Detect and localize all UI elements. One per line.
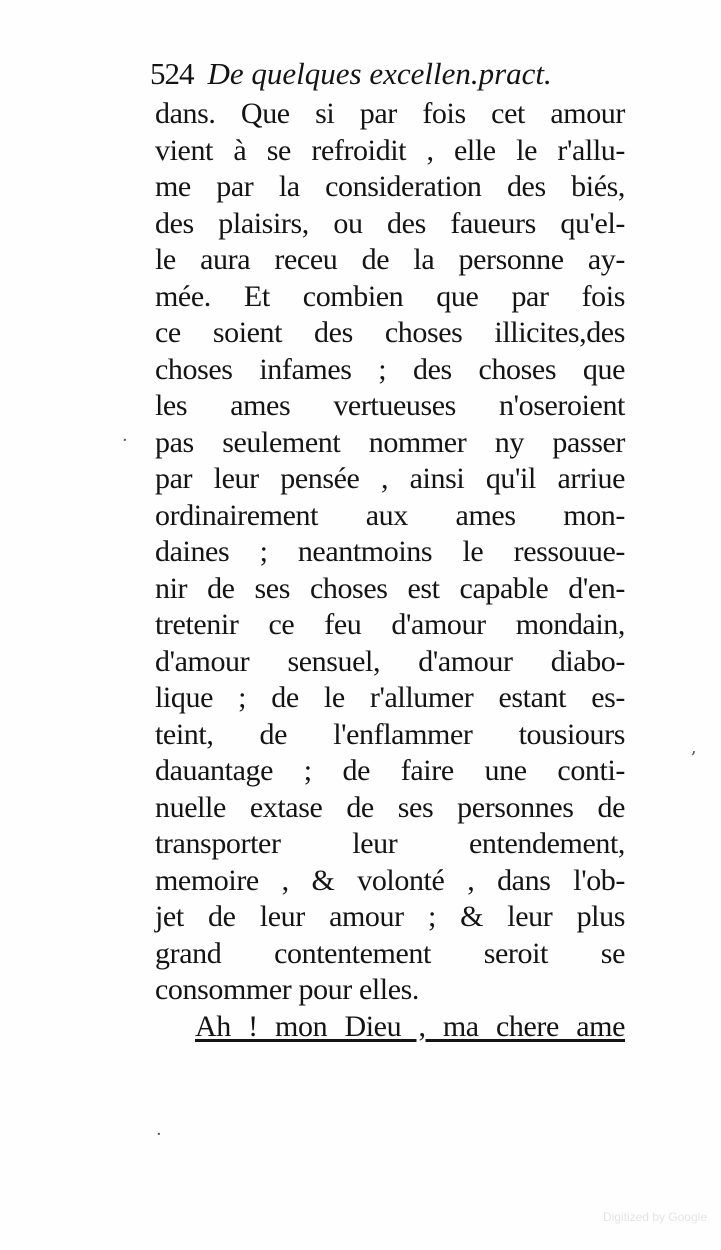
text-line: nuelle extase de ses personnes de bbox=[155, 790, 625, 824]
catchword-line: Ah ! mon Dieu , ma chere ame bbox=[195, 1009, 625, 1043]
text-line: dans. Que si par fois cet amour bbox=[155, 97, 625, 130]
running-title: De quelques excellen.pract. bbox=[207, 56, 552, 91]
text-line: pas seulement nommer ny passer bbox=[155, 425, 625, 459]
text-line: mée. Et combien que par fois bbox=[155, 279, 625, 313]
text-line: transporter leur entendement, bbox=[155, 827, 625, 860]
margin-tick: ʼ bbox=[690, 748, 696, 769]
text-line: tretenir ce feu d'amour mondain, bbox=[155, 608, 625, 641]
text-line: grand contentement seroit se bbox=[155, 936, 625, 970]
text-line: d'amour sensuel, d'amour diabo- bbox=[155, 644, 625, 678]
margin-dot: · bbox=[156, 1124, 162, 1145]
text-line: ordinairement aux ames mon- bbox=[155, 498, 625, 532]
page-number: 524 bbox=[150, 56, 194, 91]
text-line: des plaisirs, ou des faueurs qu'el- bbox=[155, 206, 625, 240]
text-line: ce soient des choses illicites,des bbox=[155, 316, 625, 349]
text-line: daines ; neantmoins le ressouue- bbox=[155, 535, 625, 568]
text-line: vient à se refroidit , elle le r'allu- bbox=[155, 133, 625, 167]
text-line: consommer pour elles. bbox=[155, 973, 420, 1006]
text-line: lique ; de le r'allumer estant es- bbox=[155, 681, 625, 714]
text-line: les ames vertueuses n'oseroient bbox=[155, 389, 625, 422]
text-line: nir de ses choses est capable d'en- bbox=[155, 571, 625, 605]
text-line: teint, de l'enflammer tousiours bbox=[155, 717, 625, 751]
margin-dot: · bbox=[122, 430, 128, 451]
text-line: me par la consideration des biés, bbox=[155, 170, 625, 203]
text-line: jet de leur amour ; & leur plus bbox=[155, 900, 625, 933]
text-line: choses infames ; des choses que bbox=[155, 352, 625, 386]
text-line: par leur pensée , ainsi qu'il arriue bbox=[155, 462, 625, 495]
page-header bbox=[150, 52, 630, 96]
text-line: le aura receu de la personne ay- bbox=[155, 243, 625, 276]
text-line: dauantage ; de faire une conti- bbox=[155, 754, 625, 787]
scan-watermark: Digitized by Google bbox=[602, 1210, 707, 1224]
body-text bbox=[155, 96, 625, 1045]
text-line: memoire , & volonté , dans l'ob- bbox=[155, 863, 625, 897]
